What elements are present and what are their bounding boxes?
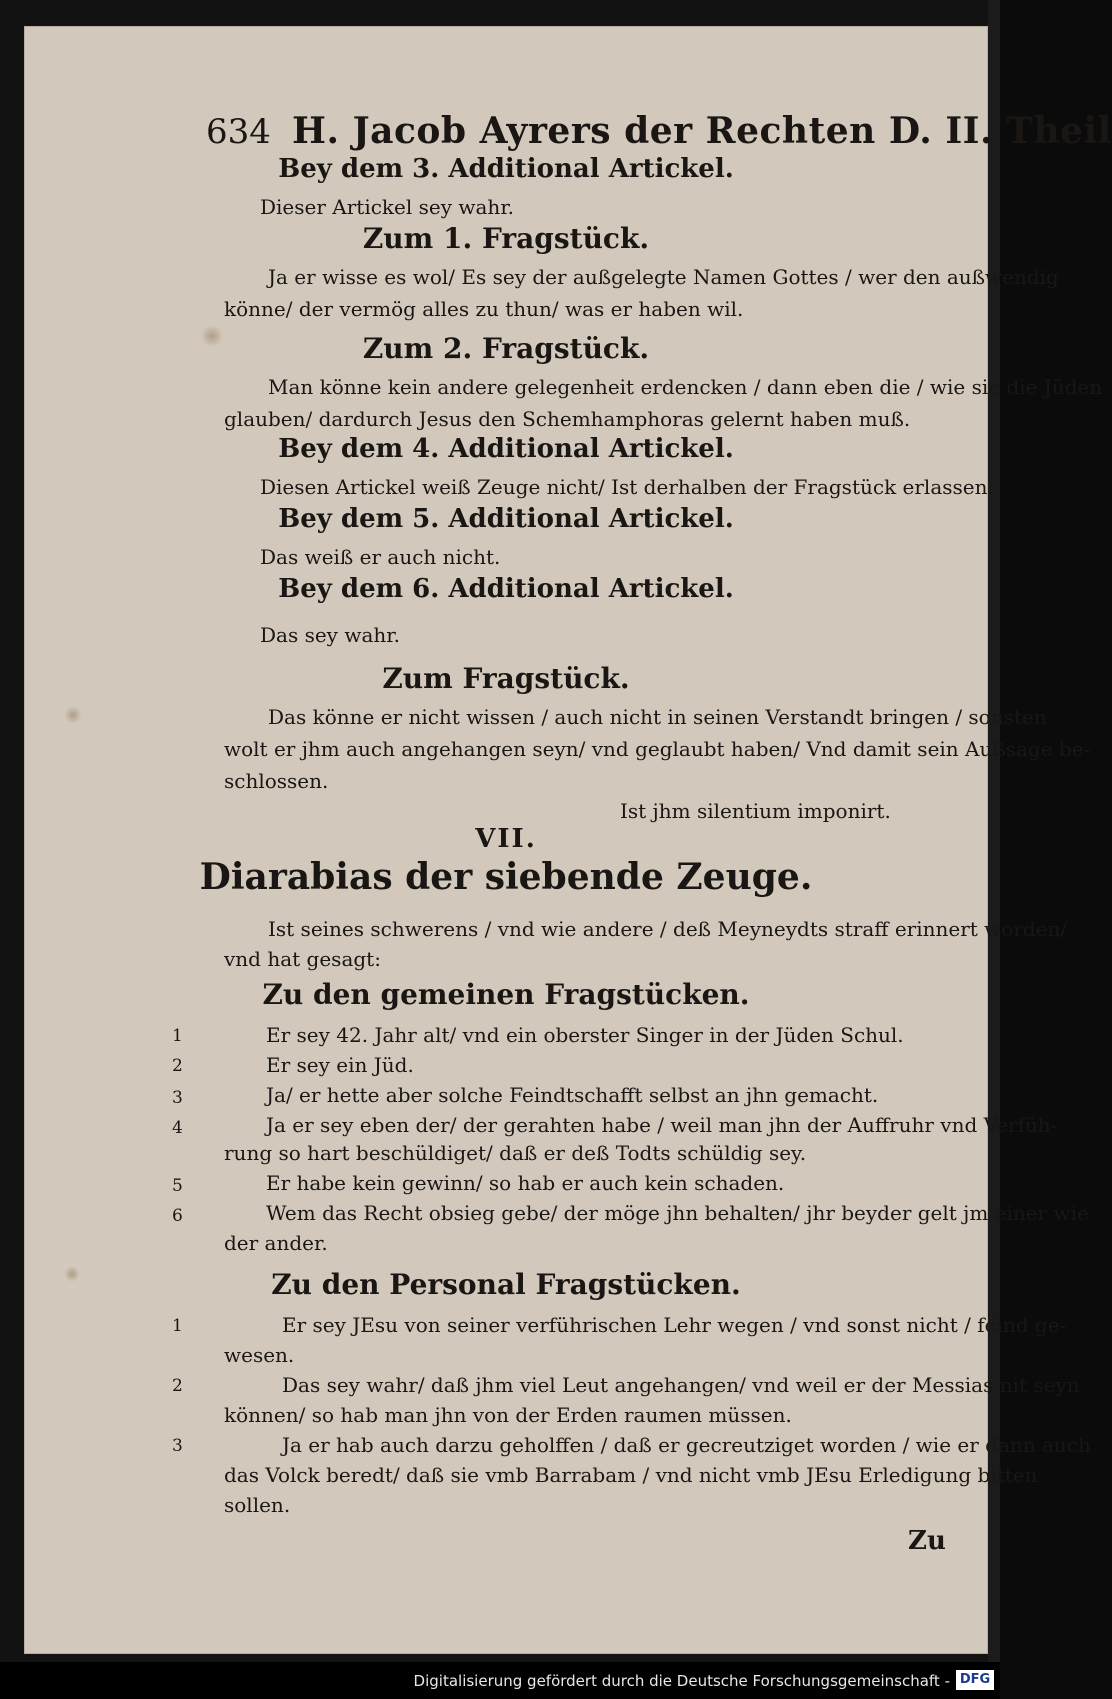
paragraph-line: das Volck beredt/ daß sie vmb Barrabam / vnd nicht vmb JEsu Erledigung bitten [224,1463,1038,1487]
paragraph-line: könne/ der vermög alles zu thun/ was er haben wil. [224,297,744,321]
paragraph-line: Ja er wisse es wol/ Es sey der außgelegte Namen Gottes / wer den außwendig [268,265,1059,289]
margin-number: 3 [172,1436,183,1456]
chapter-number: VII. [475,824,537,854]
paragraph-line: können/ so hab man jhn von der Erden raumen müssen. [224,1403,792,1427]
margin-number: 1 [172,1316,183,1336]
paragraph-line: Ist jhm silentium imponirt. [620,799,891,823]
margin-number: 6 [172,1206,183,1226]
margin-number: 5 [172,1176,183,1196]
book-page [24,26,1112,1654]
paragraph-line: sollen. [224,1493,291,1517]
paragraph-line: glauben/ dardurch Jesus den Schemhamphoras gelernt haben muß. [224,407,911,431]
section-heading: Zu den gemeinen Fragstücken. [262,978,750,1011]
catchword: Zu [908,1526,946,1556]
margin-number: 2 [172,1376,183,1396]
paragraph-line: Er habe kein gewinn/ so hab er auch kein schaden. [266,1171,785,1195]
paragraph-line: Er sey ein Jüd. [266,1053,414,1077]
margin-number: 2 [172,1056,183,1076]
page-stain [64,706,82,724]
dfg-logo-icon: DFG [956,1670,994,1690]
section-heading: Zum Fragstück. [382,662,630,695]
paragraph-line: Er sey JEsu von seiner verführischen Lehr wegen / vnd sonst nicht / feind ge- [282,1313,1067,1337]
section-heading: Bey dem 5. Additional Artickel. [278,504,734,534]
paragraph-line: Dieser Artickel sey wahr. [260,195,515,219]
paragraph-line: Diesen Artickel weiß Zeuge nicht/ Ist derhalben der Fragstück erlassen. [260,475,994,499]
paragraph-line: wesen. [224,1343,295,1367]
paragraph-line: vnd hat gesagt: [224,947,381,971]
footer-bar [0,1662,1000,1699]
paragraph-line: Er sey 42. Jahr alt/ vnd ein oberster Singer in der Jüden Schul. [266,1023,904,1047]
section-heading: Zum 1. Fragstück. [362,222,650,255]
paragraph-line: Das könne er nicht wissen / auch nicht in seinen Verstandt bringen / sonsten [268,705,1047,729]
paragraph-line: Ja er hab auch darzu geholffen / daß er gecreutziget worden / wie er dann auch [282,1433,1091,1457]
margin-number: 4 [172,1118,183,1138]
scan-gutter [988,0,1000,1662]
paragraph-line: schlossen. [224,769,329,793]
section-heading: Bey dem 3. Additional Artickel. [278,154,734,184]
paragraph-line: Das weiß er auch nicht. [260,545,501,569]
section-heading: Bey dem 4. Additional Artickel. [278,434,734,464]
chapter-title: Diarabias der siebende Zeuge. [199,856,813,898]
margin-number: 3 [172,1088,183,1108]
paragraph-line: Ja/ er hette aber solche Feindtschafft selbst an jhn gemacht. [266,1083,879,1107]
paragraph-line: der ander. [224,1231,328,1255]
paragraph-line: Ja er sey eben der/ der gerahten habe / weil man jhn der Auffruhr vnd Verfüh- [266,1113,1058,1137]
paragraph-line: Man könne kein andere gelegenheit erdencken / dann eben die / wie sie die Jüden [268,375,1103,399]
paragraph-line: Wem das Recht obsieg gebe/ der möge jhn behalten/ jhr beyder gelt jm einer wie [266,1201,1089,1225]
page-number: 634 [206,112,271,152]
paragraph-line: Das sey wahr. [260,623,400,647]
paragraph-line: Das sey wahr/ daß jhm viel Leut angehangen/ vnd weil er der Messias nit seyn [282,1373,1080,1397]
funding-credit: Digitalisierung gefördert durch die Deutsche Forschungsgemeinschaft - [413,1672,950,1690]
section-heading: Zu den Personal Fragstücken. [271,1268,741,1301]
section-heading: Bey dem 6. Additional Artickel. [278,574,734,604]
paragraph-line: wolt er jhm auch angehangen seyn/ vnd geglaubt haben/ Vnd damit sein Außsage be- [224,737,1091,761]
paragraph-line: Ist seines schwerens / vnd wie andere / deß Meyneydts straff erinnert worden/ [268,917,1068,941]
paragraph-line: rung so hart beschüldiget/ daß er deß Todts schüldig sey. [224,1141,807,1165]
section-heading: Zum 2. Fragstück. [362,332,650,365]
margin-number: 1 [172,1026,183,1046]
running-title: H. Jacob Ayrers der Rechten D. II. Theil [292,110,1112,152]
